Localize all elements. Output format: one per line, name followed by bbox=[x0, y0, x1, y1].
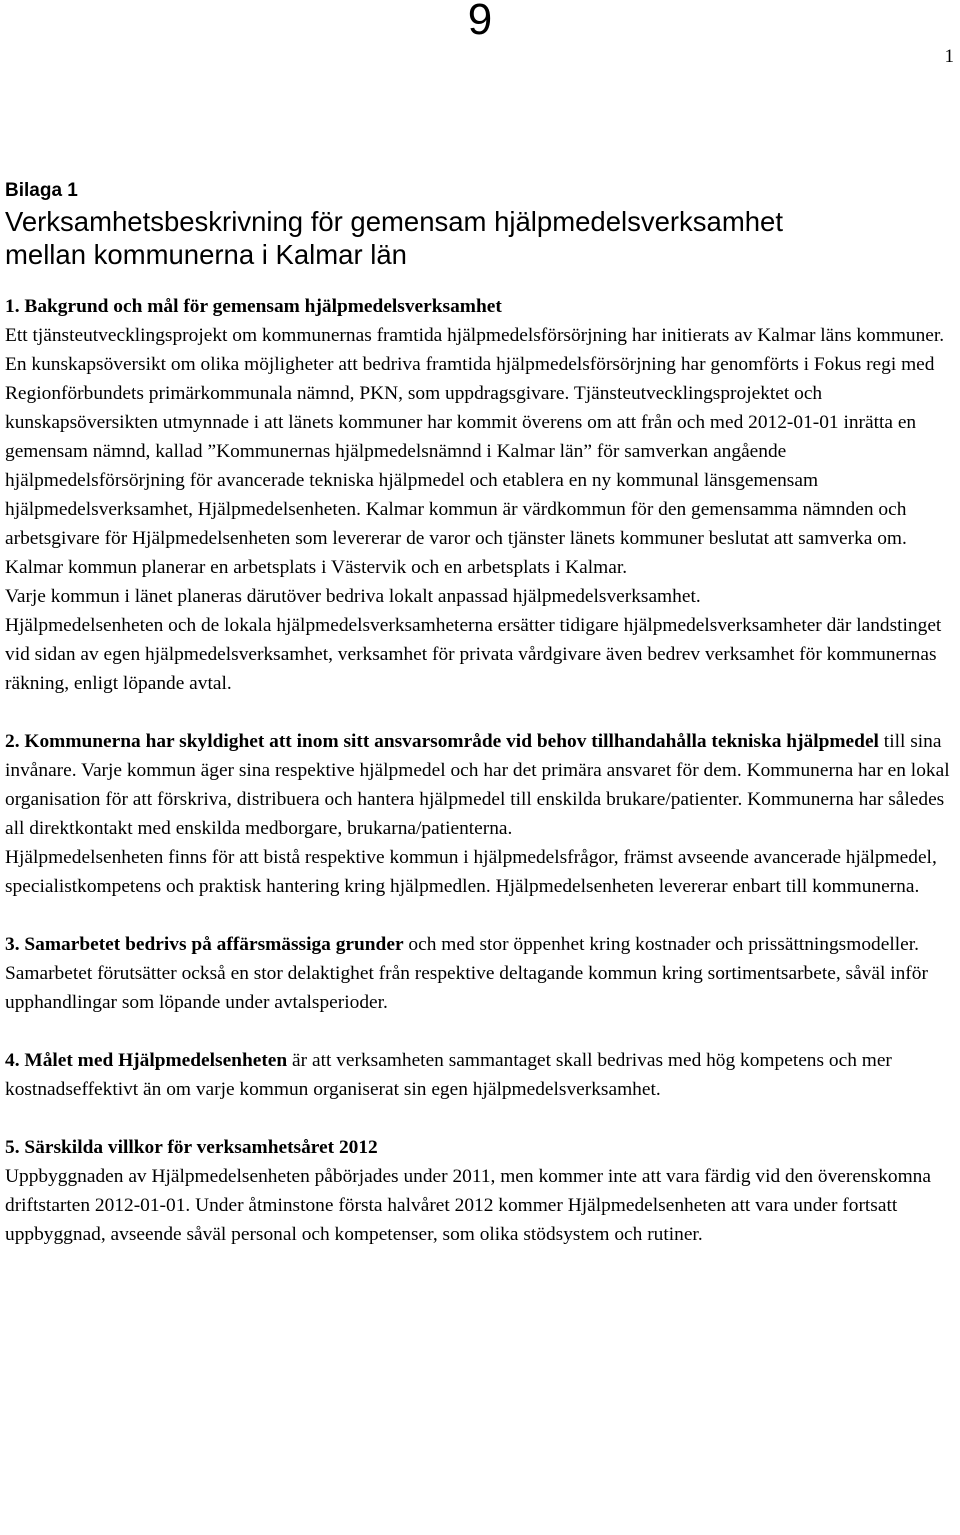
section-4 bbox=[5, 1046, 960, 1104]
section-1-paragraph-2: Varje kommun i länet planeras därutöver bedriva lokalt anpassad hjälpmedelsverksamhet. bbox=[5, 586, 701, 607]
section-2 bbox=[5, 727, 960, 901]
section-2-paragraph-2: Hjälpmedelsenheten finns för att bistå respektive kommun i hjälpmedelsfrågor, främst avseende avancerade hjälpmedel, specialistkompetens och praktisk hantering kring hjälpmedlen. Hjälpmedelsenheten levererar enbart till kommunerna. bbox=[5, 847, 937, 897]
title-line-1: Verksamhetsbeskrivning för gemensam hjälpmedelsverksamhet bbox=[5, 206, 783, 237]
section-5 bbox=[5, 1133, 960, 1249]
section-2-heading: 2. Kommunerna har skyldighet att inom sitt ansvarsområde vid behov tillhandahålla tekniska hjälpmedel bbox=[5, 731, 879, 752]
section-3 bbox=[5, 930, 960, 1017]
section-4-heading: 4. Målet med Hjälpmedelsenheten bbox=[5, 1050, 288, 1071]
section-1 bbox=[5, 292, 960, 698]
section-5-heading: 5. Särskilda villkor för verksamhetsåret 2012 bbox=[5, 1137, 378, 1158]
page-number: 1 bbox=[944, 46, 954, 67]
document-title bbox=[5, 205, 960, 271]
appendix-label: Bilaga 1 bbox=[5, 180, 78, 201]
section-1-paragraph-1: Ett tjänsteutvecklingsprojekt om kommunernas framtida hjälpmedelsförsörjning har initierats av Kalmar läns kommuner. En kunskapsöversikt om olika möjligheter att bedriva framtida hjälpmedelsförsörjning har genomförts i Fokus regi med Regionförbundets primärkommunala nämnd, PKN, som uppdragsgivare. Tjänsteutvecklingsprojektet och kunskapsöversikten utmynnade i att länets kommuner har kommit överens om att från och med 2012-01-01 inrätta en gemensam nämnd, kallad ”Kommunernas hjälpmedelsnämnd i Kalmar län” för samverkan angående hjälpmedelsförsörjning för avancerade tekniska hjälpmedel och etablera en ny kommunal länsgemensam hjälpmedelsverksamhet, Hjälpmedelsenheten. Kalmar kommun är värdkommun för den gemensamma nämnden och arbetsgivare för Hjälpmedelsenheten som levererar de varor och tjänster länets kommuner beslutat att samverka om. Kalmar kommun planerar en arbetsplats i Västervik och en arbetsplats i Kalmar. bbox=[5, 325, 945, 578]
section-2-text: till sina invånare. Varje kommun äger sina respektive hjälpmedel och har det primära ansvaret för dem. Kommunerna har en lokal organisation för att förskriva, distribuera och hantera hjälpmedel till enskilda brukare/patienter. Kommunerna har således all direktkontakt med enskilda medborgare, brukarna/patienterna. bbox=[5, 731, 950, 839]
section-2-paragraph-1 bbox=[5, 727, 960, 843]
section-1-heading: 1. Bakgrund och mål för gemensam hjälpmedelsverksamhet bbox=[5, 296, 502, 317]
document-body bbox=[5, 177, 960, 1249]
header-number: 9 bbox=[467, 0, 493, 44]
section-3-heading: 3. Samarbetet bedrivs på affärsmässiga grunder bbox=[5, 934, 404, 955]
section-4-text: är att verksamheten sammantaget skall bedrivas med hög kompetens och mer kostnadseffektivt än om varje kommun organiserat sin egen hjälpmedelsverksamhet. bbox=[5, 1050, 892, 1100]
section-5-paragraph: Uppbyggnaden av Hjälpmedelsenheten påbörjades under 2011, men kommer inte att vara färdig vid den överenskomna driftstarten 2012-01-01. Under åtminstone första halvåret 2012 kommer Hjälpmedelsenheten att vara under fortsatt uppbyggnad, avseende såväl personal och kompetenser, som olika stödsystem och rutiner. bbox=[5, 1166, 931, 1245]
section-3-paragraph bbox=[5, 930, 960, 1017]
section-1-paragraph-3: Hjälpmedelsenheten och de lokala hjälpmedelsverksamheterna ersätter tidigare hjälpmedelsverksamheter där landstinget vid sidan av egen hjälpmedelsverksamhet, verksamhet för privata vårdgivare även bedrev verksamhet för kommunernas räkning, enligt löpande avtal. bbox=[5, 615, 942, 694]
section-3-text: och med stor öppenhet kring kostnader och prissättningsmodeller. Samarbetet förutsätter också en stor delaktighet från respektive deltagande kommun kring sortimentsarbete, såväl inför upphandlingar som löpande under avtalsperioder. bbox=[5, 934, 928, 1013]
title-line-2: mellan kommunerna i Kalmar län bbox=[5, 239, 407, 270]
section-4-paragraph bbox=[5, 1046, 960, 1104]
